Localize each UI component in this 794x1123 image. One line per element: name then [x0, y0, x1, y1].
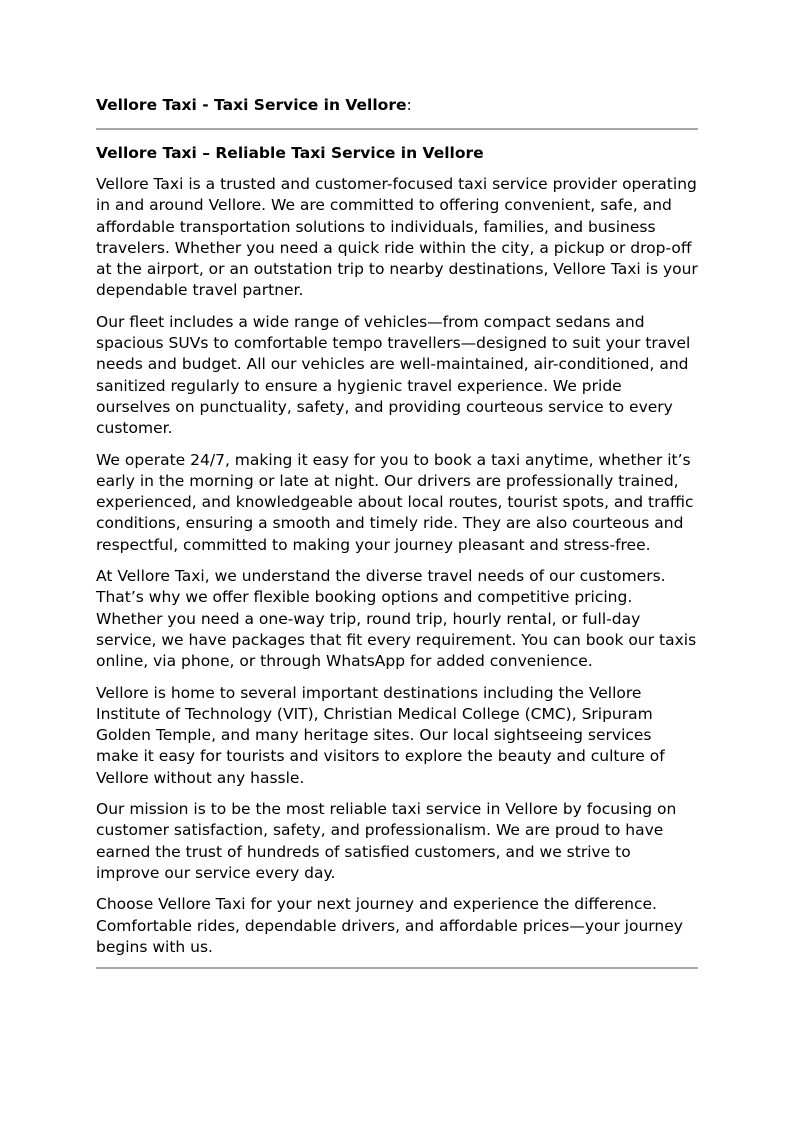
paragraph-mission: Our mission is to be the most reliable taxi service in Vellore by focusing on customer satisfaction, safety, and professionalism. We are proud to have earned the trust of hundreds of satisfied customers, and we strive to improve our service every day. — [96, 800, 677, 882]
document-content — [96, 94, 698, 969]
document-title-text: Vellore Taxi - Taxi Service in Vellore — [96, 96, 407, 114]
paragraph-booking: At Vellore Taxi, we understand the diverse travel needs of our customers. That’s why we offer flexible booking options and competitive pricing. Whether you need a one-way trip, round trip, hourly rental, or full-day service, we have packages that fit every requirement. You can book our taxis online, via phone, or through WhatsApp for added convenience. — [96, 567, 697, 671]
document-title — [96, 94, 698, 116]
paragraph-availability: We operate 24/7, making it easy for you to book a taxi anytime, whether it’s early in the morning or late at night. Our drivers are professionally trained, experienced, and knowledgeable about local routes, tourist spots, and traffic conditions, ensuring a smooth and timely ride. They are also courteous and respectful, committed to making your journey pleasant and stress-free. — [96, 450, 694, 554]
paragraph-closing: Choose Vellore Taxi for your next journey and experience the difference. Comfortable rides, dependable drivers, and affordable prices—your journey begins with us. — [96, 895, 683, 956]
paragraph-intro: Vellore Taxi is a trusted and customer-focused taxi service provider operating in and around Vellore. We are committed to offering convenient, safe, and affordable transportation solutions to individuals, families, and business travelers. Whether you need a quick ride within the city, a pickup or drop-off at the airport, or an outstation trip to nearby destinations, Vellore Taxi is your dependable travel partner. — [96, 175, 698, 300]
document-title-suffix: : — [406, 96, 412, 114]
bottom-divider — [96, 967, 698, 969]
paragraph-destinations: Vellore is home to several important destinations including the Vellore Institute of Technology (VIT), Christian Medical College (CMC), Sripuram Golden Temple, and many heritage sites. Our local sightseeing services make it easy for tourists and visitors to explore the beauty and culture of Vellore without any hassle. — [96, 683, 665, 787]
top-divider — [96, 128, 698, 130]
section-heading: Vellore Taxi – Reliable Taxi Service in Vellore — [96, 144, 484, 162]
paragraph-fleet: Our fleet includes a wide range of vehicles—from compact sedans and spacious SUVs to comfortable tempo travellers—designed to suit your travel needs and budget. All our vehicles are well-maintained, air-conditioned, and sanitized regularly to ensure a hygienic travel experience. We pride ourselves on punctuality, safety, and providing courteous service to every customer. — [96, 312, 691, 438]
